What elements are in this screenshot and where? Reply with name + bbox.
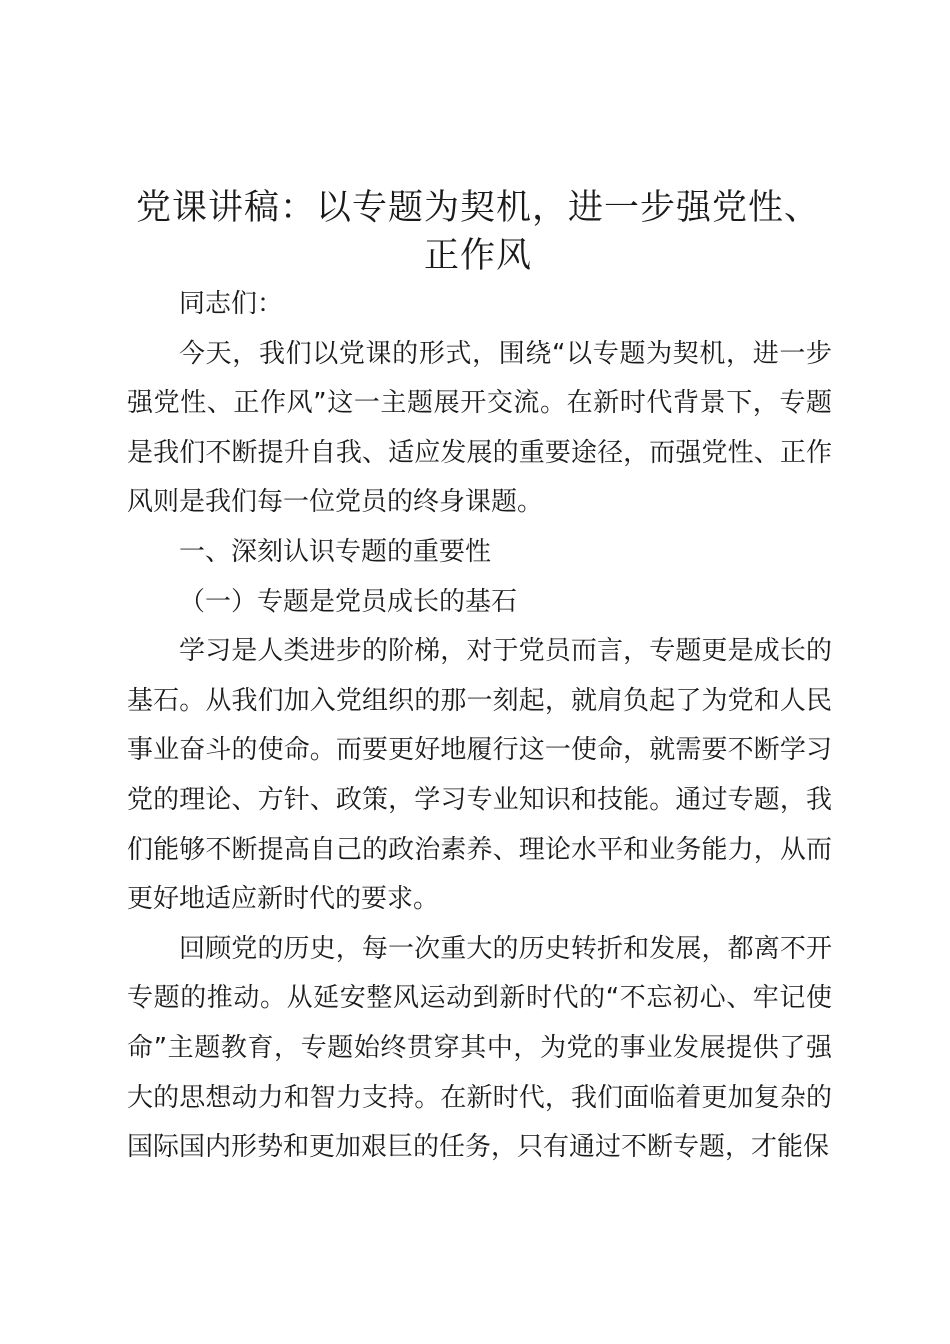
section-heading: 一、深刻认识专题的重要性 (179, 536, 492, 567)
document-title: 党课讲稿：以专题为契机，进一步强党性、正作风 (135, 188, 820, 276)
paragraph-history: 回顾党的历史，每一次重大的历史转折和发展，都离不开专题的推动。从延安整风运动到新时代的“不忘初心、牢记使命”主题教育，专题始终贯穿其中，为党的事业发展提供了强大的思想动力和智力支持。在新时代，我们面临着更加复杂的国际国内形势和更加艰巨的任务，只有通过不断专题，才能保 (127, 933, 832, 1163)
greeting: 同志们： (179, 289, 284, 319)
paragraph-intro: 今天，我们以党课的形式，围绕“以专题为契机，进一步强党性、正作风”这一主题展开交流。在新时代背景下，专题是我们不断提升自我、适应发展的重要途径，而强党性、正作风则是我们每一位党员的终身课题。 (127, 338, 832, 518)
paragraph-learning: 学习是人类进步的阶梯，对于党员而言，专题更是成长的基石。从我们加入党组织的那一刻起，就肩负起了为党和人民事业奋斗的使命。而要更好地履行这一使命，就需要不断学习党的理论、方针、政策，学习专业知识和技能。通过专题，我们能够不断提高自己的政治素养、理论水平和业务能力，从而更好地适应新时代的要求。 (127, 636, 832, 915)
subsection-heading: （一）专题是党员成长的基石 (179, 586, 518, 617)
document-body (127, 280, 832, 1173)
